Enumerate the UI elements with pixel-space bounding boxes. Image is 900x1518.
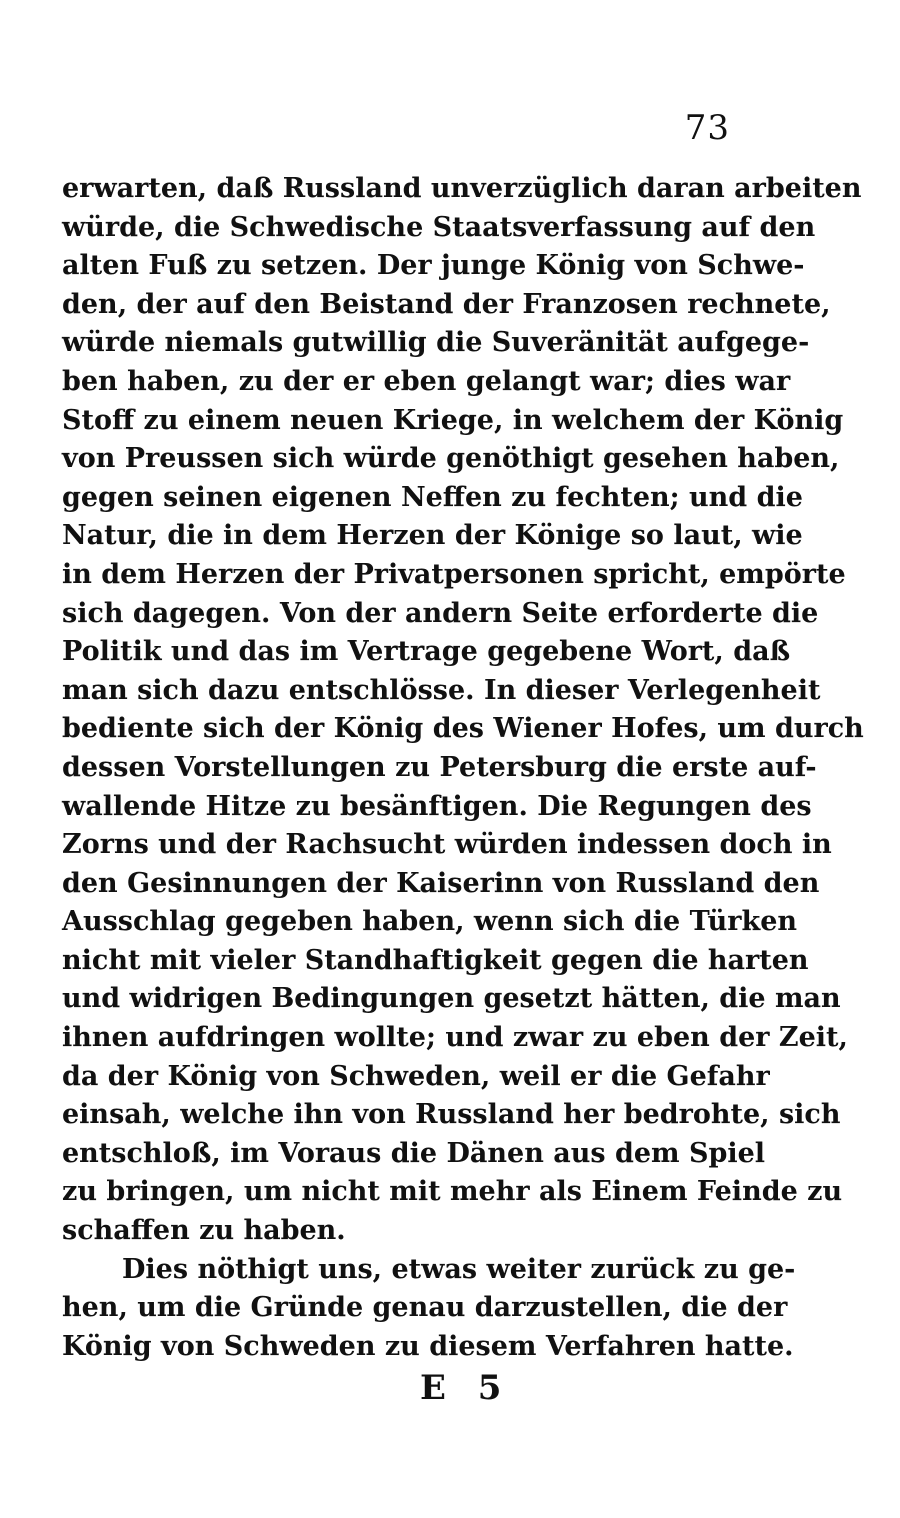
text-line: entschloß, im Voraus die Dänen aus dem Spiel — [62, 1137, 766, 1169]
text-line: König von Schweden zu diesem Verfahren hatte. — [62, 1330, 794, 1362]
text-line: den Gesinnungen der Kaiserinn von Russland den — [62, 867, 820, 899]
page-number: 73 — [684, 108, 730, 148]
text-line: gegen seinen eigenen Neffen zu fechten; und die — [62, 481, 803, 513]
text-line: schaffen zu haben. — [62, 1215, 346, 1247]
text-line: ben haben, zu der er eben gelangt war; dies war — [62, 365, 791, 397]
text-line: Dies nöthigt uns, etwas weiter zurück zu ge- — [122, 1253, 796, 1285]
text-line: bediente sich der König des Wiener Hofes, um durch — [62, 713, 864, 745]
text-line: Natur, die in dem Herzen der Könige so laut, wie — [62, 520, 803, 552]
text-line: von Preussen sich würde genöthigt gesehen haben, — [62, 443, 840, 475]
text-line: würde, die Schwedische Staatsverfassung auf den — [62, 211, 816, 243]
text-line: und widrigen Bedingungen gesetzt hätten, die man — [62, 983, 841, 1015]
text-line: einsah, welche ihn von Russland her bedrohte, sich — [62, 1099, 841, 1131]
text-line: alten Fuß zu setzen. Der junge König von Schwe- — [62, 250, 805, 282]
text-line: sich dagegen. Von der andern Seite erforderte die — [62, 597, 819, 629]
text-line: Politik und das im Vertrage gegebene Wort, daß — [62, 636, 791, 668]
text-line: würde niemals gutwillig die Suveränität aufgege- — [62, 327, 810, 359]
text-line: zu bringen, um nicht mit mehr als Einem Feinde zu — [62, 1176, 843, 1208]
text-line: erwarten, daß Russland unverzüglich daran arbeiten — [62, 173, 862, 204]
signature-mark: E 5 — [420, 1368, 512, 1408]
text-line: wallende Hitze zu besänftigen. Die Regungen des — [62, 790, 812, 822]
text-line: Ausschlag gegeben haben, wenn sich die Türken — [62, 906, 797, 938]
text-line: ihnen aufdringen wollte; und zwar zu eben der Zeit, — [62, 1022, 848, 1054]
text-line: den, der auf den Beistand der Franzosen rechnete, — [62, 288, 831, 320]
text-line: dessen Vorstellungen zu Petersburg die erste auf- — [62, 751, 817, 783]
text-line: man sich dazu entschlösse. In dieser Verlegenheit — [62, 674, 821, 706]
text-line: nicht mit vieler Standhaftigkeit gegen die harten — [62, 944, 809, 976]
text-line: in dem Herzen der Privatpersonen spricht, empörte — [62, 558, 846, 590]
text-line: da der König von Schweden, weil er die Gefahr — [62, 1060, 770, 1092]
body-text — [62, 170, 864, 1366]
text-line: Stoff zu einem neuen Kriege, in welchem der König — [62, 404, 844, 436]
text-line: Zorns und der Rachsucht würden indessen doch in — [62, 829, 832, 861]
text-line: hen, um die Gründe genau darzustellen, die der — [62, 1292, 788, 1324]
